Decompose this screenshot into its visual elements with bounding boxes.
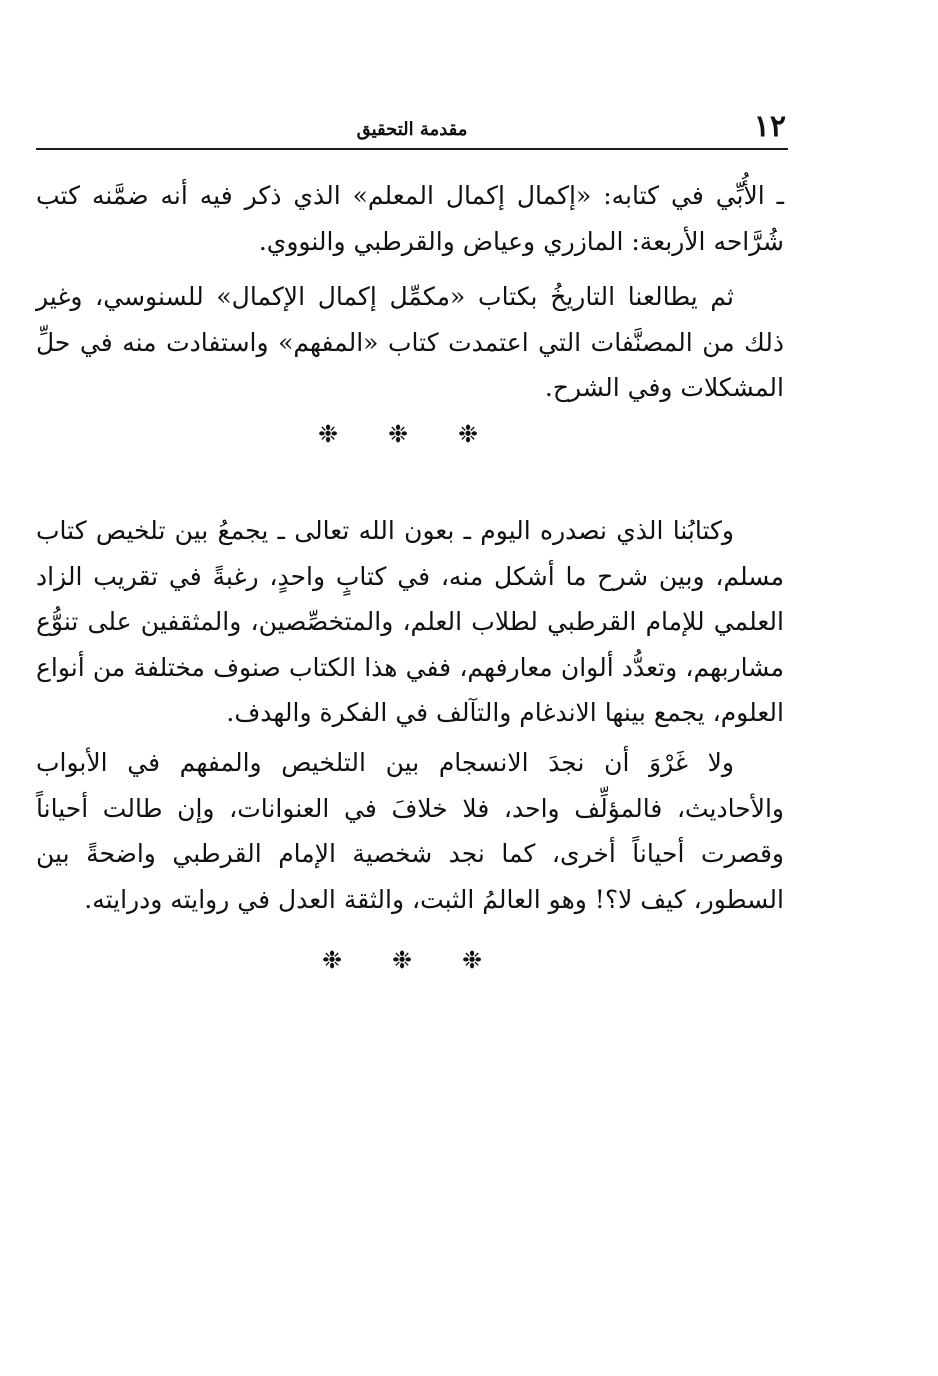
section-divider-2	[28, 946, 776, 974]
asterism-icon: ❉	[317, 420, 339, 448]
section-divider-1	[24, 420, 772, 448]
paragraph-4	[36, 740, 784, 922]
asterism-icon: ❉	[321, 946, 343, 974]
section-title: مقدمة التحقيق	[356, 119, 468, 140]
paragraph-3-text: وكتابُنا الذي نصدره اليوم ـ بعون الله تعالى ـ يجمعُ بين تلخيص كتاب مسلم، وبين شرح ما أشكل منه، في كتابٍ واحدٍ، رغبةً في تقريب الزاد العلمي للإمام القرطبي لطلاب العلم، والمتخصِّصين، والمثقفين على تنوُّع مشاربهم، وتعدُّد ألوان معارفهم، ففي هذا الكتاب صنوف مختلفة من أنواع العلوم، يجمع بينها الاندغام والتآلف في الفكرة والهدف.	[36, 516, 784, 727]
running-header	[36, 108, 788, 150]
asterism-icon: ❉	[461, 946, 483, 974]
paragraph-2-text: ثم يطالعنا التاريخُ بكتاب «مكمِّل إكمال الإكمال» للسنوسي، وغير ذلك من المصنَّفات التي اعتمدت كتاب «المفهم» واستفادت منه في حلِّ المشكلات وفي الشرح.	[36, 282, 784, 402]
paragraph-1-text: ـ الأُبِّي في كتابه: «إكمال إكمال المعلم» الذي ذكر فيه أنه ضمَّنه كتب شُرَّاحه الأربعة: المازري وعياض والقرطبي والنووي.	[36, 181, 784, 256]
paragraph-1	[36, 173, 784, 264]
page-number: ١٢	[753, 109, 786, 144]
paragraph-4-text: ولا غَرْوَ أن نجدَ الانسجام بين التلخيص والمفهم في الأبواب والأحاديث، فالمؤلِّف واحد، فلا خلافَ في العنوانات، وإن طالت أحياناً وقصرت أحياناً أخرى، كما نجد شخصية الإمام القرطبي واضحةً بين السطور، كيف لا؟! وهو العالمُ الثبت، والثقة العدل في روايته ودرايته.	[36, 748, 784, 914]
paragraph-2	[36, 274, 784, 411]
asterism-icon: ❉	[457, 420, 479, 448]
asterism-icon: ❉	[391, 946, 413, 974]
paragraph-3	[36, 508, 784, 736]
asterism-icon: ❉	[387, 420, 409, 448]
